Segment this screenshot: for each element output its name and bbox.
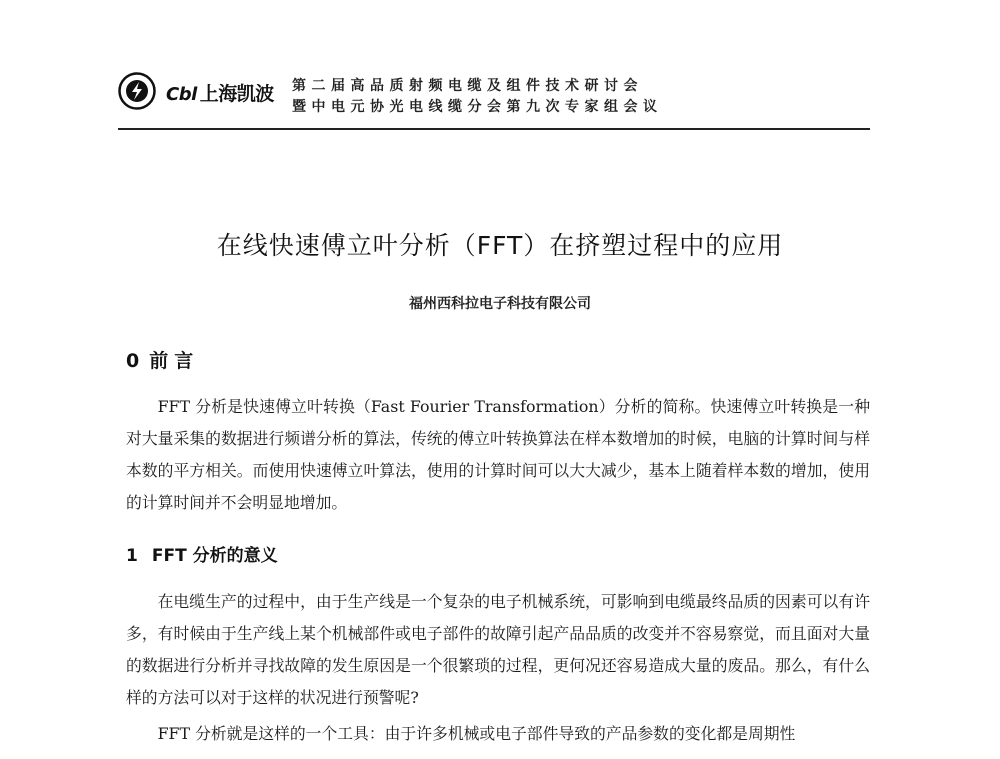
- paper-affiliation: 福州西科拉电子科技有限公司: [409, 296, 591, 312]
- brand-name: 上海凯波: [199, 83, 274, 105]
- paragraph: 在电缆生产的过程中，由于生产线是一个复杂的电子机械系统，可影响到电缆最终品质的因素可以有许多，有时候由于生产线上某个机械部件或电子部件的故障引起产品品质的改变并不容易察觉，而且面对大量的数据进行分析并寻找故障的发生原因是一个很繁琐的过程，更何况还容易造成大量的废品。那么，有什么样的方法可以对于这样的状况进行预警呢?: [126, 592, 870, 707]
- section-title: 前言: [149, 350, 200, 372]
- conference-line-1: 第二届高品质射频电缆及组件技术研讨会: [292, 78, 643, 94]
- conference-logo-icon: [118, 72, 156, 110]
- company-brand: [166, 79, 274, 106]
- section-number: 1: [126, 546, 138, 566]
- paper-title: 在线快速傅立叶分析（FFT）在挤塑过程中的应用: [216, 231, 784, 260]
- section-title: FFT 分析的意义: [151, 546, 278, 566]
- section-heading-fft-significance: [126, 541, 278, 566]
- conference-line-2: 暨中电元协光电线缆分会第九次专家组会议: [292, 99, 663, 115]
- section-number: 0: [126, 350, 140, 372]
- conference-name: [292, 76, 663, 118]
- paragraph: FFT 分析就是这样的一个工具：由于许多机械或电子部件导致的产品参数的变化都是周期性: [157, 724, 796, 743]
- section-heading-preface: [126, 346, 199, 373]
- paragraph: FFT 分析是快速傅立叶转换（Fast Fourier Transformation）分析的简称。快速傅立叶转换是一种对大量采集的数据进行频谱分析的算法，传统的傅立叶转换算法在样本数增加的时候，电脑的计算时间与样本数的平方相关。而使用快速傅立叶算法，使用的计算时间可以大大减少，基本上随着样本数的增加，使用的计算时间并不会明显地增加。: [126, 397, 870, 512]
- page-header: [118, 72, 870, 130]
- brand-latin: Cbl: [166, 84, 197, 105]
- header-rule: [118, 128, 870, 130]
